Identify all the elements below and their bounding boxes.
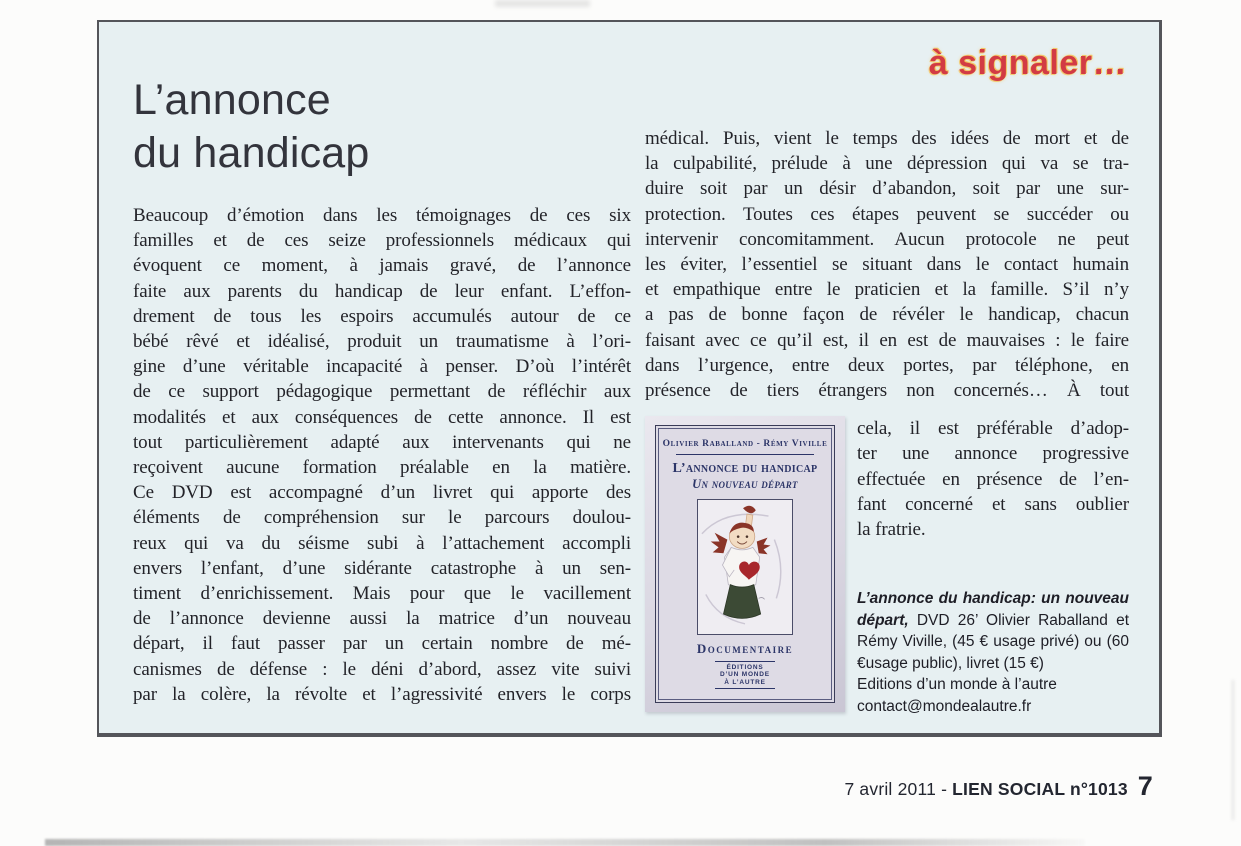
text-line: envers l’enfant, d’une sidérante catastrophe à un sen- [133, 557, 631, 579]
dvd-cover [655, 425, 835, 703]
publisher-line: À L’AUTRE [724, 678, 766, 686]
text-line: duire soit par un désir d’abandon, soit par une sur- [645, 178, 1129, 200]
text-line: les éviter, l’essentiel se situant dans le contact humain [645, 254, 1129, 276]
text-line: départ, il faut passer par un certain nombre de mé- [133, 633, 631, 655]
text-line: fant concerné et sans oublier [857, 493, 1129, 515]
article-right-column-text [645, 126, 1129, 403]
beside-image-stack [857, 416, 1129, 717]
text-line: ter une annonce progressive [857, 443, 1129, 465]
text-line: présence de tiers étrangers non concernés… À tout [645, 380, 1129, 402]
text-line: a pas de bonne façon de révéler le handicap, chacun [645, 304, 1129, 326]
section-header: à signaler… [928, 44, 1127, 82]
text-line: familles et de ces seize professionnels médicaux qui [133, 230, 631, 252]
text-line: cela, il est préférable d’adop- [857, 418, 1129, 440]
scan-artifact-right-edge [1232, 680, 1234, 820]
footer-page-number: 7 [1137, 771, 1153, 801]
text-line: intervenir concomitamment. Aucun protocole ne peut [645, 228, 1129, 250]
text-line: modalités et aux conséquences de cette annonce. Il est [133, 406, 631, 428]
text-line: reçoivent aucune formation préalable en la matière. [133, 457, 631, 479]
text-line: de ce support pédagogique permettant de réfléchir aux [133, 381, 631, 403]
text-line: protection. Toutes ces étapes peuvent se succéder ou [645, 203, 1129, 225]
text-line: effectuée en présence de l’en- [857, 468, 1129, 490]
text-line: faite aux parents du handicap de leur enfant. L’effon- [133, 280, 631, 302]
text-line: la culpabilité, prélude à une dépression qui va se tra- [645, 153, 1129, 175]
text-line: la fratrie. [857, 519, 926, 541]
dvd-caption [857, 588, 1129, 717]
dvd-divider [676, 454, 815, 455]
text-line: tout particulièrement adapté aux intervenants qui ne [133, 431, 631, 453]
text-line: médical. Puis, vient le temps des idées de mort et de [645, 128, 1129, 149]
title-line-1: L’annonce [133, 76, 331, 124]
page-footer [844, 771, 1153, 802]
text-line: Beaucoup d’émotion dans les témoignages de ces six [133, 205, 631, 226]
dvd-title: L’annonce du handicap [672, 461, 818, 477]
text-line: faisant avec ce qu’il est, il en est de mauvaises : le faire [645, 329, 1129, 351]
caption-publisher: Editions d’un monde à l’autre [857, 676, 1057, 694]
article-panel [97, 20, 1162, 737]
dvd-genre: Documentaire [696, 641, 794, 657]
text-line: évoquent ce moment, à jamais gravé, de l’annonce [133, 255, 631, 277]
publisher-line: D’UN MONDE [720, 671, 770, 679]
text-line: canismes de défense : le déni d’abord, assez vite suivi [133, 658, 631, 680]
media-row [645, 416, 1129, 717]
dvd-authors: Olivier Raballand - Rémy Viville [662, 439, 828, 450]
scan-artifact-top [495, 0, 590, 7]
title-line-2: du handicap [133, 129, 370, 177]
article-title [133, 74, 370, 180]
text-line: dans l’urgence, entre deux portes, par téléphone, en [645, 354, 1129, 376]
text-line: timent d’enrichissement. Mais pour que le vacillement [133, 583, 631, 605]
text-line: gine d’une véritable incapacité à penser. D’où l’intérêt [133, 356, 631, 378]
caption-contact: contact@mondealautre.fr [857, 697, 1032, 715]
text-line: bébé rêvé et idéalisé, produit un traumatisme à l’ori- [133, 331, 631, 353]
text-line: reux qui va du séisme subi à l’attachement accompli [133, 532, 631, 554]
dvd-subtitle: Un nouveau départ [692, 477, 798, 492]
caption-details: DVD 26’ Olivier Raballand et Rémy Viville, (45 € usage privé) ou (60 €usage public), livret (15 €) [857, 611, 1129, 672]
footer-journal: LIEN SOCIAL n°1013 [952, 779, 1128, 799]
text-line: et empathique entre le praticien et la famille. S’il n’y [645, 279, 1129, 301]
dvd-publisher-logo [715, 661, 775, 689]
dvd-cover-photo [645, 416, 845, 712]
caption-main [857, 588, 1129, 674]
article-right-column [645, 126, 1129, 717]
text-line: drement de tous les espoirs accumulés autour de ce [133, 305, 631, 327]
scan-artifact-bottom [45, 839, 1085, 846]
text-line: Ce DVD est accompagné d’un livret qui apporte des [133, 482, 631, 504]
text-line: éléments de compréhension sur le parcours doulou- [133, 507, 631, 529]
text-line: de l’annonce devienne aussi la matrice d’un nouveau [133, 608, 631, 630]
footer-date: 7 avril 2011 - [844, 779, 953, 799]
article-left-column [133, 203, 631, 707]
text-line: par la colère, la révolte et l’agressivité envers le corps [133, 683, 631, 705]
caption-title: L’annonce du handicap: un nouveau départ, [857, 590, 1129, 629]
publisher-line: ÉDITIONS [726, 663, 764, 671]
article-wrap-column [857, 416, 1129, 542]
dvd-cover-illustration [697, 499, 793, 635]
